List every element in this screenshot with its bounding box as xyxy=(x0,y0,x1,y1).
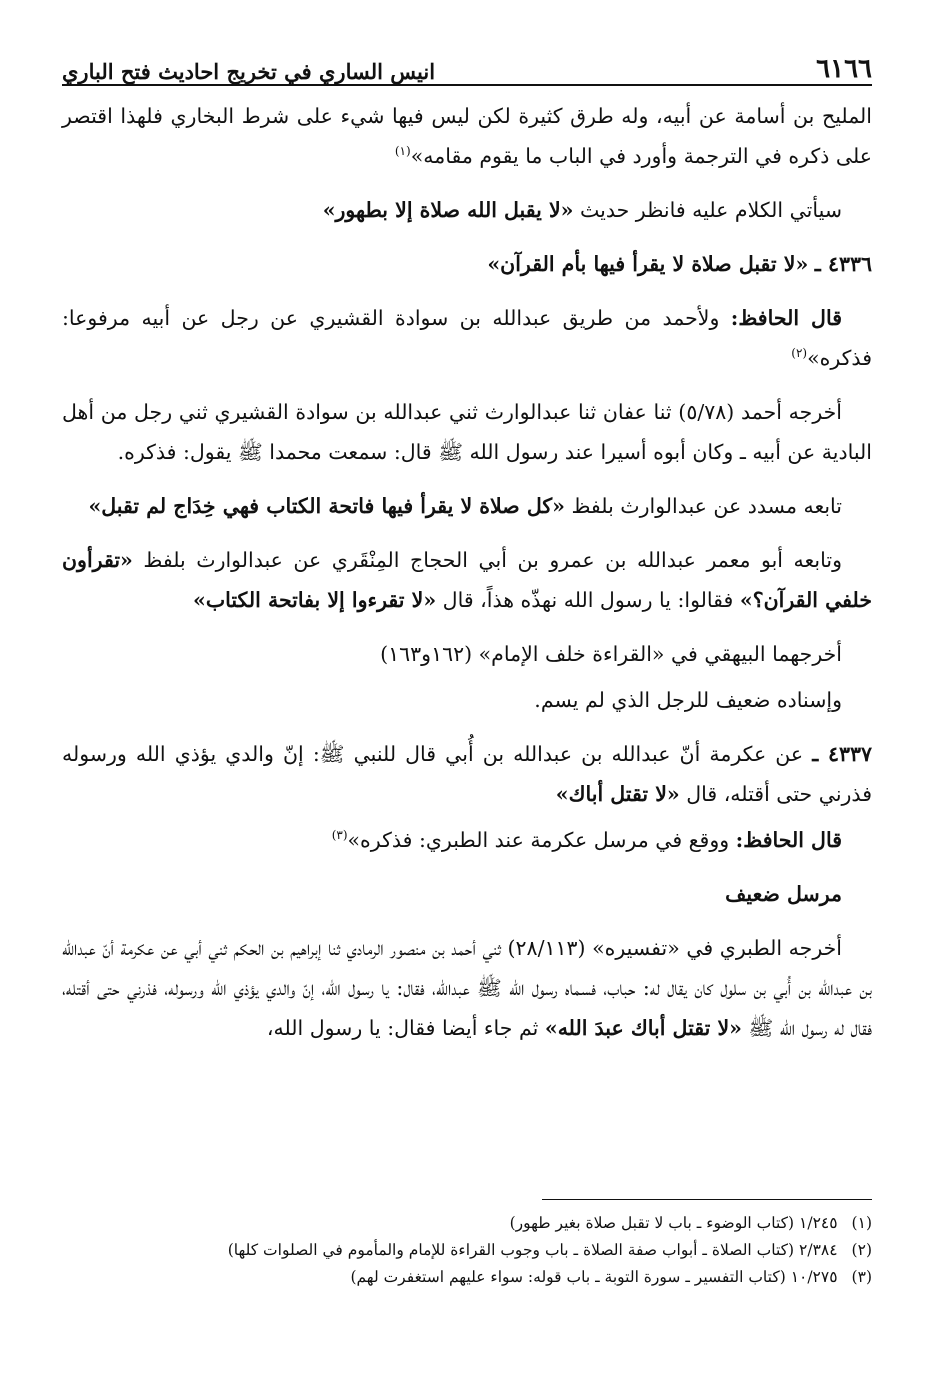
grading-label: مرسل ضعيف xyxy=(725,882,842,906)
paragraph-8: أخرجهما البيهقي في «القراءة خلف الإمام» (١٦٢و١٦٣) xyxy=(380,642,842,666)
footnote-divider xyxy=(542,1199,872,1200)
footnote-1: (١) ١/٢٤٥ (كتاب الوضوء ـ باب لا تقبل صلاة بغير طهور) xyxy=(509,1214,872,1232)
hadith-heading-4337: ٤٣٣٧ ـ عن عكرمة أنّ عبدالله بن عبدالله بن أُبي قال للنبي ﷺ: إنّ والدي يؤذي الله ورسوله فذرني حتى أقتله، قال «لا تقتل أباك» xyxy=(62,742,872,806)
footnote-2: (٢) ٢/٣٨٤ (كتاب الصلاة ـ أبواب صفة الصلاة ـ باب وجوب القراءة للإمام والمأموم في الصلوات كلها) xyxy=(227,1241,872,1259)
paragraph-4: قال الحافظ: ولأحمد من طريق عبدالله بن سوادة القشيري عن رجل عن أبيه مرفوعا: فذكره»$^{(٢)}$ xyxy=(62,306,872,370)
hafiz-label: قال الحافظ: xyxy=(730,306,842,330)
book-title: انيس الساري في تخريج احاديث فتح الباري xyxy=(62,59,436,84)
footnotes xyxy=(62,1199,872,1291)
book-page xyxy=(62,44,872,1344)
hadith-quote: «لا تقتل أباك عبدَ الله» xyxy=(544,1016,742,1040)
hadith-number: ٤٣٣٧ ـ xyxy=(812,742,872,766)
hadith-quote: «كل صلاة لا يقرأ فيها فاتحة الكتاب فهي خِدَاج لم تقبل» xyxy=(88,494,565,518)
page-header xyxy=(62,44,872,86)
paragraph-9: وإسناده ضعيف للرجل الذي لم يسم. xyxy=(534,688,842,712)
page-number: ٦١٦٦ xyxy=(816,54,872,84)
hadith-quote: «لا تقرءوا إلا بفاتحة الكتاب» xyxy=(193,588,437,612)
hadith-quote: «لا يقبل الله صلاة إلا بطهور» xyxy=(322,198,574,222)
paragraph-11: قال الحافظ: ووقع في مرسل عكرمة عند الطبري: فذكره»$^{(٣)}$ xyxy=(331,828,842,852)
footnote-ref-3: (٣) xyxy=(331,828,348,843)
paragraph-5: أخرجه أحمد (٥/٧٨) ثنا عفان ثنا عبدالوارث ثني عبدالله بن سوادة القشيري ثني رجل من أهل البادية عن أبيه ـ وكان أبوه أسيرا عند رسول الله ﷺ قال: سمعت محمدا ﷺ يقول: فذكره. xyxy=(62,400,872,464)
hadith-quote: «لا تقتل أباك» xyxy=(555,782,680,806)
hadith-quote: «تقرأون خلفي القرآن؟» xyxy=(62,548,872,612)
footnote-ref-2: (٢) xyxy=(791,346,808,361)
paragraph-6: تابعه مسدد عن عبدالوارث بلفظ «كل صلاة لا يقرأ فيها فاتحة الكتاب فهي خِدَاج لم تقبل» xyxy=(88,494,842,518)
page-body xyxy=(62,96,872,1048)
hadith-title: «لا تقبل صلاة لا يقرأ فيها بأم القرآن» xyxy=(487,252,809,276)
footnote-3: (٣) ١٠/٢٧٥ (كتاب التفسير ـ سورة التوبة ـ باب قوله: سواء عليهم استغفرت لهم) xyxy=(350,1268,872,1286)
paragraph-1: المليح بن أسامة عن أبيه، وله طرق كثيرة لكن ليس فيها شيء على شرط البخاري فلهذا اقتصر على ذكره في الترجمة وأورد في الباب ما يقوم مقامه»$^{(١)}$ xyxy=(62,104,872,168)
footnote-ref-1: (١) xyxy=(394,144,411,159)
paragraph-13: أخرجه الطبري في «تفسيره» (٢٨/١١٣) ثني أحمد بن منصور الرمادي ثنا إبراهيم بن الحكم ثني أبي عن عكرمة أنّ عبدالله بن عبدالله بن أُبي بن سلول كان يقال له: حباب، فسماه رسول الله ﷺ عبدالله، فقال: يا رسول الله، إنّ والدي يؤذي الله ورسوله، فذرني حتى أقتله، فقال له رسول الله ﷺ «لا تقتل أباك عبدَ الله» ثم جاء أيضا فقال: يا رسول الله، xyxy=(62,936,872,1040)
paragraph-2: سيأتي الكلام عليه فانظر حديث «لا يقبل الله صلاة إلا بطهور» xyxy=(322,198,842,222)
hafiz-label: قال الحافظ: xyxy=(735,828,842,852)
paragraph-7: وتابعه أبو معمر عبدالله بن عمرو بن أبي الحجاج المِنْقَري عن عبدالوارث بلفظ «تقرأون خلفي القرآن؟» فقالوا: يا رسول الله نهذّه هذاً، قال «لا تقرءوا إلا بفاتحة الكتاب» xyxy=(62,548,872,612)
hadith-heading-4336 xyxy=(62,244,872,284)
hadith-number: ٤٣٣٦ ـ xyxy=(814,252,872,276)
